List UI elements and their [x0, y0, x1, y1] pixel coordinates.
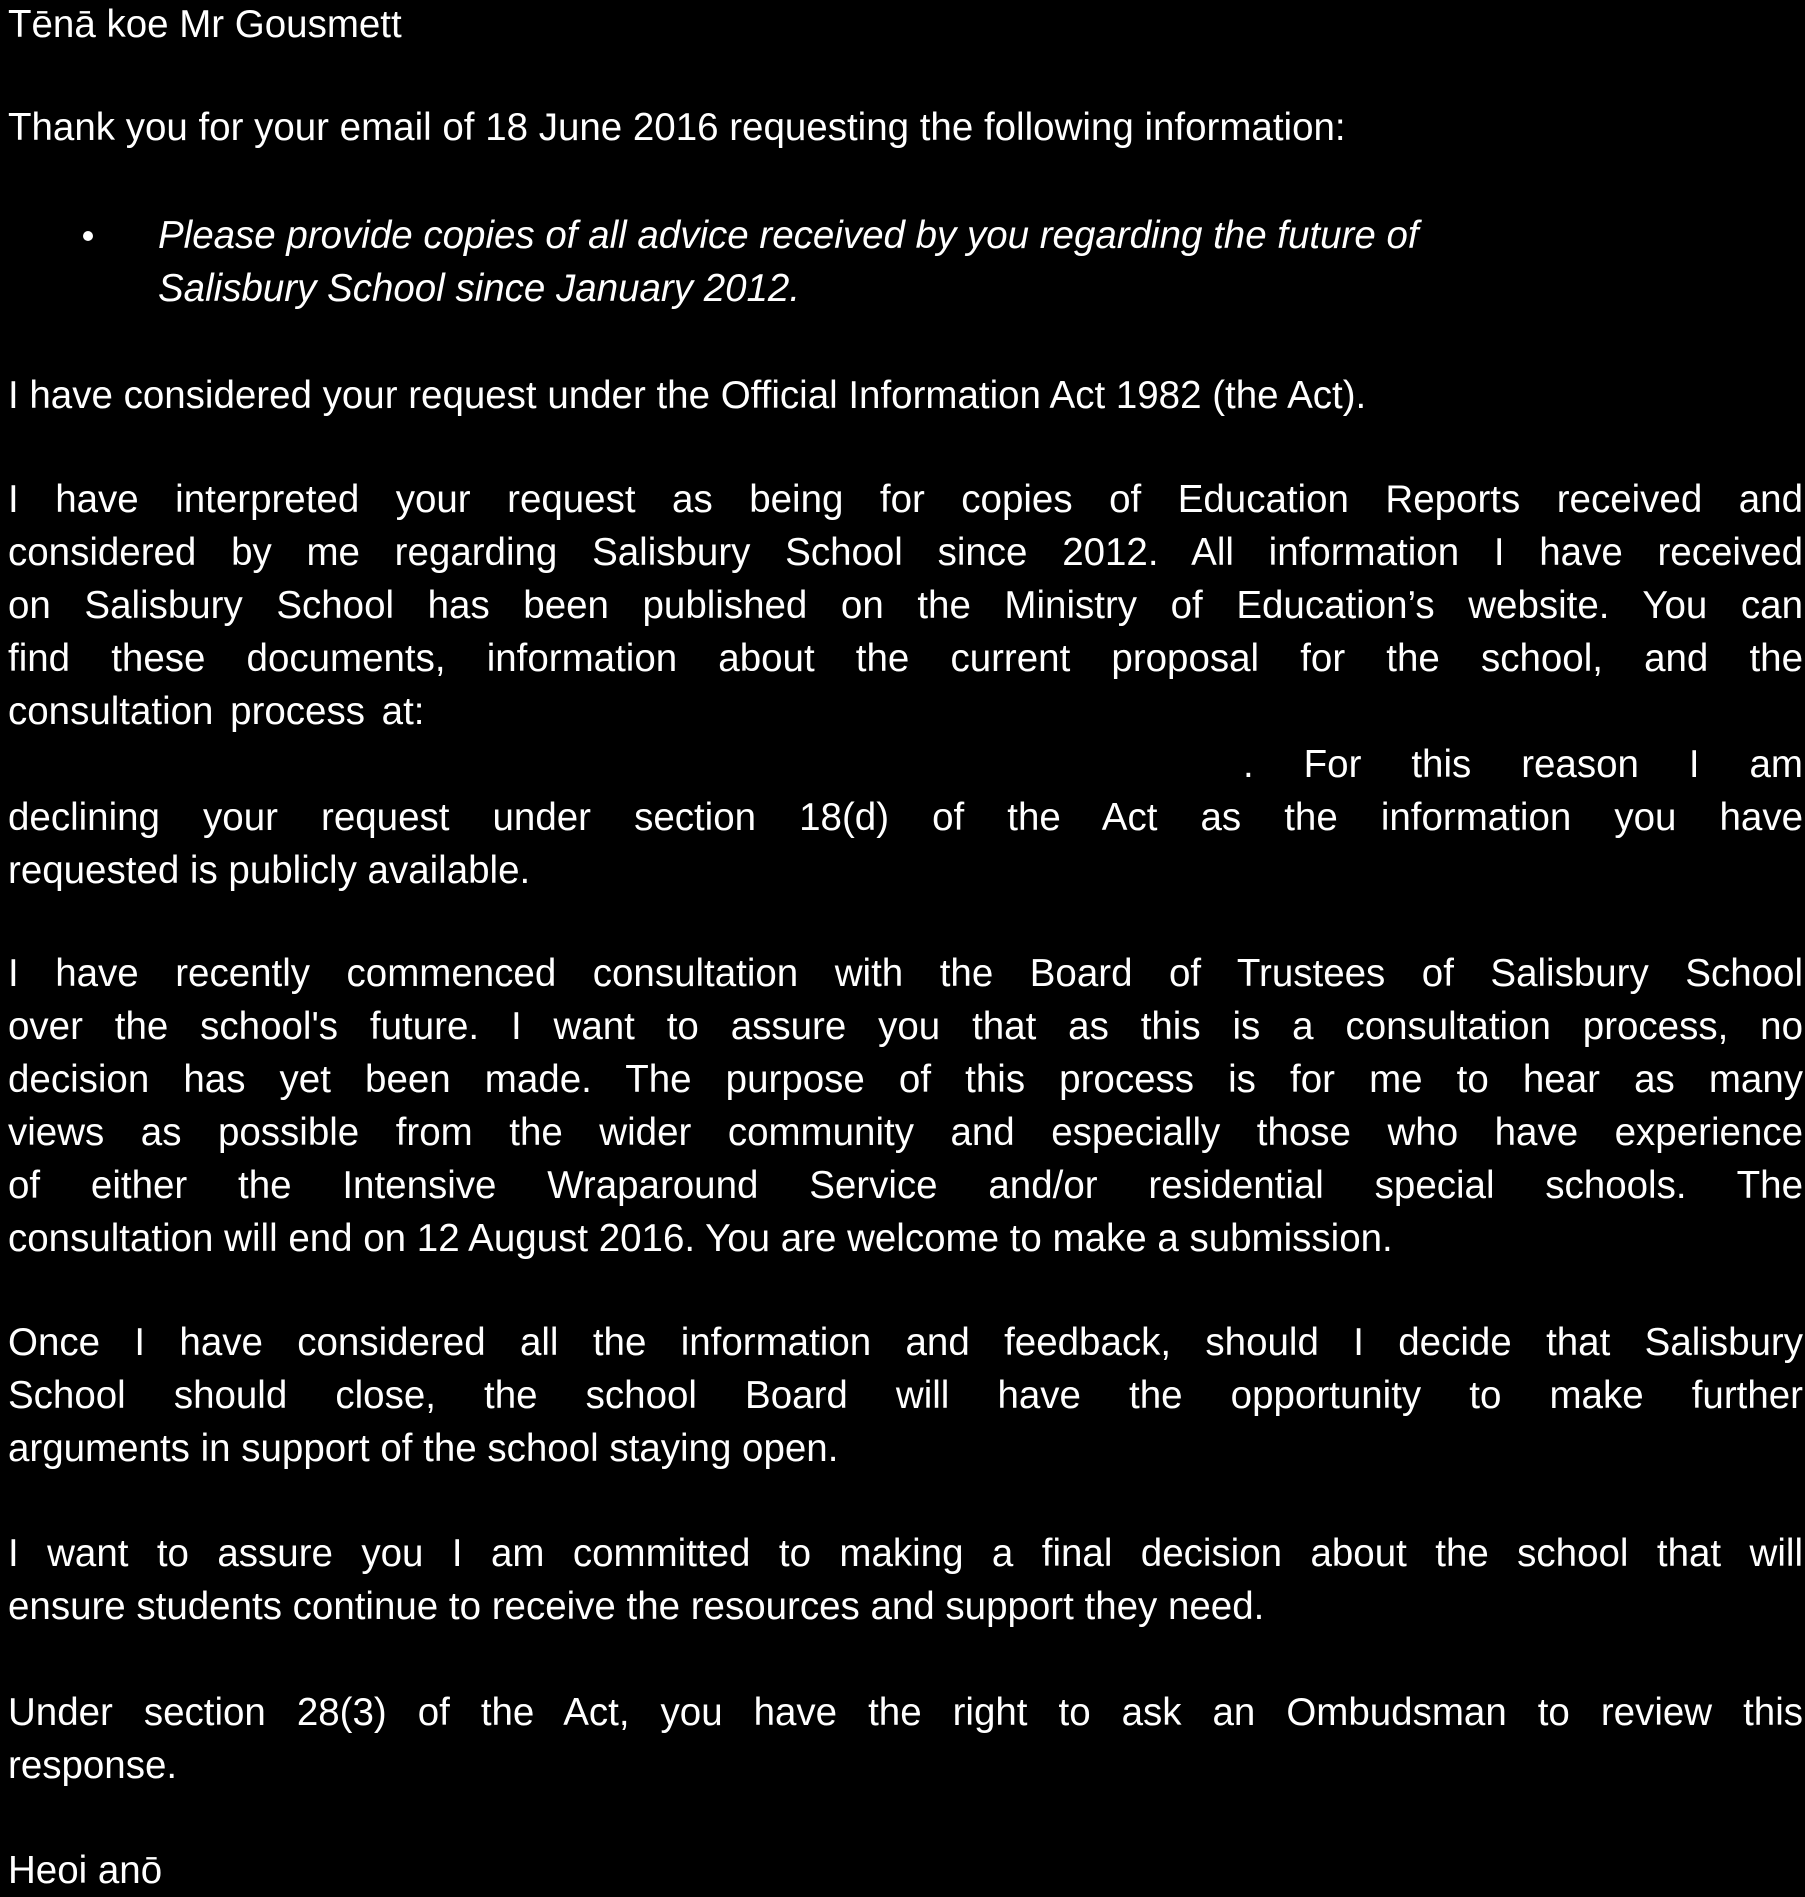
paragraph-line: Under section 28(3) of the Act, you have the right to ask an Ombudsman to review this — [8, 1691, 1803, 1734]
paragraph-line: declining your request under section 18(d) of the Act as the information you have — [8, 796, 1803, 839]
bullet-icon — [83, 231, 93, 241]
paragraph-line: find these documents, information about the current proposal for the school, and the — [8, 637, 1803, 680]
consultation-paragraph — [8, 947, 1803, 1265]
request-quote-line: Salisbury School since January 2012. — [158, 267, 801, 310]
paragraph-line: I have recently commenced consultation with the Board of Trustees of Salisbury School — [8, 952, 1803, 995]
paragraph-line: considered by me regarding Salisbury School since 2012. All information I have received — [8, 531, 1803, 574]
paragraph-line: School should close, the school Board will have the opportunity to make further — [8, 1374, 1803, 1417]
paragraph-line: over the school's future. I want to assure you that as this is a consultation process, no — [8, 1005, 1803, 1048]
paragraph-line-with-redaction — [8, 738, 1803, 791]
greeting: Tēnā koe Mr Gousmett — [8, 3, 402, 46]
paragraph-line: Once I have considered all the information and feedback, should I decide that Salisbury — [8, 1321, 1803, 1364]
commitment-paragraph — [8, 1527, 1803, 1633]
interpretation-paragraph — [8, 473, 1803, 897]
paragraph-line: consultation will end on 12 August 2016. You are welcome to make a submission. — [8, 1217, 1393, 1260]
considered-paragraph: I have considered your request under the Official Information Act 1982 (the Act). — [8, 374, 1367, 417]
request-quote-line: Please provide copies of all advice received by you regarding the future of — [158, 214, 1419, 257]
paragraph-line: I want to assure you I am committed to making a final decision about the school that will — [8, 1532, 1803, 1575]
paragraph-line: arguments in support of the school staying open. — [8, 1427, 839, 1470]
intro-paragraph: Thank you for your email of 18 June 2016 requesting the following information: — [8, 106, 1346, 149]
paragraph-line: on Salisbury School has been published on the Ministry of Education’s website. You can — [8, 584, 1803, 627]
paragraph-line: decision has yet been made. The purpose of this process is for me to hear as many — [8, 1058, 1803, 1101]
paragraph-line: requested is publicly available. — [8, 849, 531, 892]
paragraph-line: . For this reason I am — [1243, 743, 1803, 786]
closing: Heoi anō — [8, 1849, 163, 1892]
paragraph-line: views as possible from the wider community and especially those who have experience — [8, 1111, 1803, 1154]
paragraph-line: I have interpreted your request as being for copies of Education Reports received and — [8, 478, 1803, 521]
decision-paragraph — [8, 1316, 1803, 1475]
paragraph-line: consultation process at: — [8, 690, 425, 733]
paragraph-line: ensure students continue to receive the resources and support they need. — [8, 1585, 1265, 1628]
ombudsman-paragraph — [8, 1686, 1803, 1792]
paragraph-line: response. — [8, 1744, 178, 1787]
paragraph-line: of either the Intensive Wraparound Service and/or residential special schools. The — [8, 1164, 1803, 1207]
